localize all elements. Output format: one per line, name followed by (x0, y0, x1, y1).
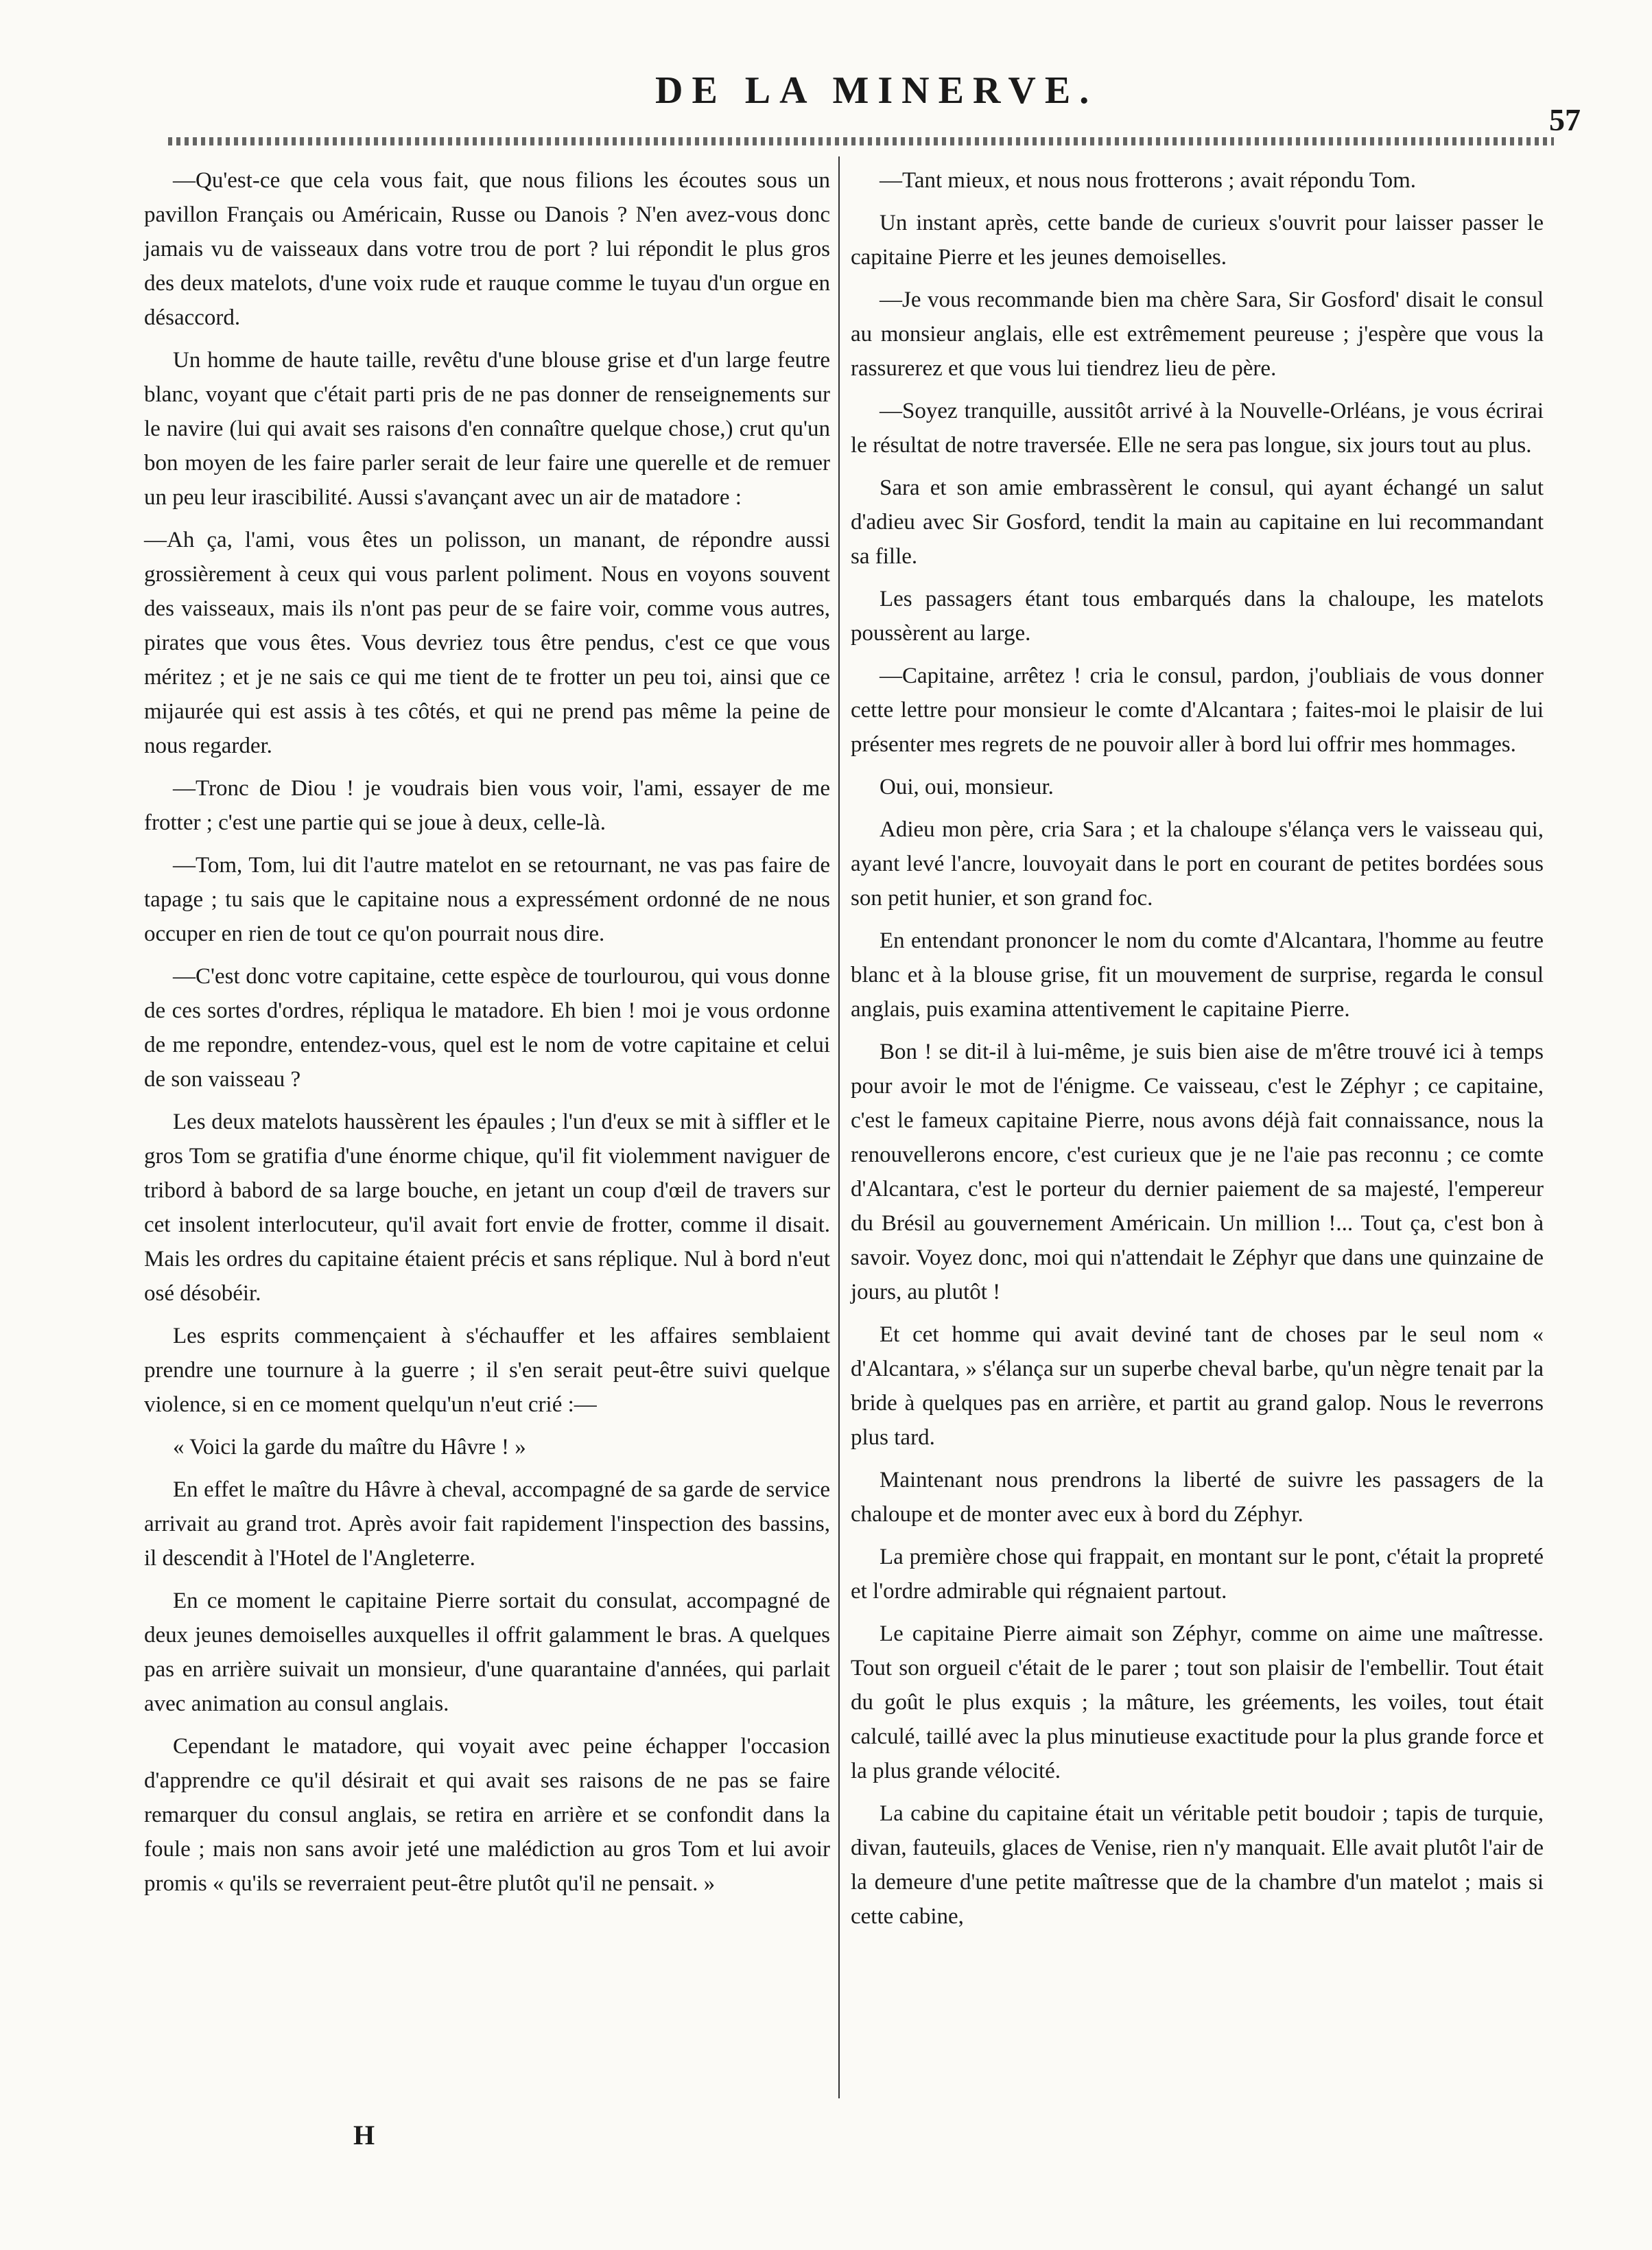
paragraph: —Ah ça, l'ami, vous êtes un polisson, un manant, de répondre aussi grossièrement à ceux qui vous parlent poliment. Nous en voyons souvent des vaisseaux, mais ils n'ont pas peur de se faire voir, comme vous autres, pirates que vous êtes. Vous devriez tous être pendus, c'est ce que vous méritez ; et je ne sais ce qui me tient de te frotter un peu toi, ainsi que ce mijaurée qui est assis à tes côtés, et qui ne prend pas même la peine de nous regarder. (144, 528, 830, 758)
header-rule (168, 137, 1554, 145)
paragraph: « Voici la garde du maître du Hâvre ! » (173, 1435, 526, 1460)
paragraph: Adieu mon père, cria Sara ; et la chaloupe s'élança vers le vaisseau qui, ayant levé l'ancre, louvoyait dans le port en courant de petites bordées sous son petit hunier, et son grand foc. (851, 817, 1544, 911)
paragraph: —Tant mieux, et nous nous frotterons ; avait répondu Tom. (880, 168, 1417, 193)
signature-mark: H (353, 2120, 375, 2151)
page-number: 57 (1549, 102, 1581, 137)
paragraph: Un instant après, cette bande de curieux s'ouvrit pour laisser passer le capitaine Pierre et les jeunes demoiselles. (851, 211, 1544, 270)
running-title: DE LA MINERVE. (655, 69, 1098, 112)
paragraph: —C'est donc votre capitaine, cette espèce de tourlourou, qui vous donne de ces sortes d'ordres, répliqua le matadore. Eh bien ! moi je vous ordonne de me repondre, entendez-vous, quel est le nom de votre capitaine et celui de son vaisseau ? (144, 964, 830, 1092)
paragraph: Un homme de haute taille, revêtu d'une blouse grise et d'un large feutre blanc, voyant que c'était parti pris de ne pas donner de renseignements sur le navire (lui qui avait ses raisons d'en connaître quelque chose,) crut qu'un bon moyen de les faire parler serait de leur faire une querelle et de remuer un peu leur irascibilité. Aussi s'avançant avec un air de matadore : (144, 348, 830, 510)
column-divider (838, 156, 840, 2098)
paragraph: Maintenant nous prendrons la liberté de suivre les passagers de la chaloupe et de monter avec eux à bord du Zéphyr. (851, 1468, 1544, 1527)
paragraph: —Qu'est-ce que cela vous fait, que nous filions les écoutes sous un pavillon Français ou Américain, Russe ou Danois ? N'en avez-vous donc jamais vu de vaisseaux dans votre trou de port ? lui répondit le plus gros des deux matelots, d'une voix rude et rauque comme le tuyau d'un orgue en désaccord. (144, 168, 830, 330)
paragraph: Le capitaine Pierre aimait son Zéphyr, comme on aime une maîtresse. Tout son orgueil c'était de le parer ; tout son plaisir de l'embellir. Tout était du goût le plus exquis ; la mâture, les gréements, les voiles, tout était calculé, taillé avec la plus minutieuse exactitude pour la plus grande force et la plus grande vélocité. (851, 1621, 1544, 1783)
paragraph: En effet le maître du Hâvre à cheval, accompagné de sa garde de service arrivait au grand trot. Après avoir fait rapidement l'inspection des bassins, il descendit à l'Hotel de l'Angleterre. (144, 1477, 830, 1571)
paragraph: Cependant le matadore, qui voyait avec peine échapper l'occasion d'apprendre ce qu'il désirait et qui avait ses raisons de ne pas se faire remarquer du consul anglais, se retira en arrière et se confondit dans la foule ; mais non sans avoir jeté une malédiction au gros Tom et lui avoir promis « qu'ils se reverraient peut-être plutôt qu'il ne pensait. » (144, 1734, 830, 1896)
paragraph: Sara et son amie embrassèrent le consul, qui ayant échangé un salut d'adieu avec Sir Gosford, tendit la main au capitaine en lui recommandant sa fille. (851, 476, 1544, 569)
paragraph: Les deux matelots haussèrent les épaules ; l'un d'eux se mit à siffler et le gros Tom se gratifia d'une énorme chique, qu'il fit violemment naviguer de tribord à babord de sa large bouche, en jetant un coup d'œil de travers sur cet insolent interlocuteur, qu'il avait fort envie de frotter, comme il disait. Mais les ordres du capitaine étaient précis et sans réplique. Nul à bord n'eut osé désobéir. (144, 1110, 830, 1306)
paragraph: —Tom, Tom, lui dit l'autre matelot en se retournant, ne vas pas faire de tapage ; tu sais que le capitaine nous a expressément ordonné de ne nous occuper en rien de tout ce qu'on pourrait nous dire. (144, 853, 830, 946)
paragraph: Les esprits commençaient à s'échauffer et les affaires semblaient prendre une tournure à la guerre ; il s'en serait peut-être suivi quelque violence, si en ce moment quelqu'un n'eut crié :— (144, 1324, 830, 1417)
paragraph: Bon ! se dit-il à lui-même, je suis bien aise de m'être trouvé ici à temps pour avoir le mot de l'énigme. Ce vaisseau, c'est le Zéphyr ; ce capitaine, c'est le fameux capitaine Pierre, nous avons déjà fait connaissance, nous la renouvellerons encore, c'est curieux que je ne l'aie pas reconnu ; ce comte d'Alcantara, c'est le porteur du dernier paiement de sa majesté, l'empereur du Brésil au gouvernement Américain. Un million !... Tout ça, c'est bon à savoir. Voyez donc, moi qui n'attendait le Zéphyr que dans une quinzaine de jours, au plutôt ! (851, 1040, 1544, 1304)
right-column (851, 163, 1544, 1942)
paragraph: —Tronc de Diou ! je voudrais bien vous voir, l'ami, essayer de me frotter ; c'est une partie qui se joue à deux, celle-là. (144, 776, 830, 835)
paragraph: En entendant prononcer le nom du comte d'Alcantara, l'homme au feutre blanc et à la blouse grise, fit un mouvement de surprise, regarda le consul anglais, puis examina attentivement le capitaine Pierre. (851, 928, 1544, 1022)
paragraph: La cabine du capitaine était un véritable petit boudoir ; tapis de turquie, divan, fauteuils, glaces de Venise, rien n'y manquait. Elle avait plutôt l'air de la demeure d'une petite maîtresse que de la chambre d'un matelot ; mais si cette cabine, (851, 1801, 1544, 1929)
paragraph: En ce moment le capitaine Pierre sortait du consulat, accompagné de deux jeunes demoiselles auxquelles il offrit galamment le bras. A quelques pas en arrière suivait un monsieur, d'une quarantaine d'années, qui parlait avec animation au consul anglais. (144, 1589, 830, 1716)
paragraph: —Soyez tranquille, aussitôt arrivé à la Nouvelle-Orléans, je vous écrirai le résultat de notre traversée. Elle ne sera pas longue, six jours tout au plus. (851, 399, 1544, 458)
page-header (0, 0, 1652, 137)
paragraph: La première chose qui frappait, en montant sur le pont, c'était la propreté et l'ordre admirable qui régnaient partout. (851, 1545, 1544, 1604)
left-column (144, 163, 830, 1909)
paragraph: —Je vous recommande bien ma chère Sara, Sir Gosford' disait le consul au monsieur anglais, elle est extrêmement peureuse ; j'espère que vous la rassurerez et que vous lui tiendrez lieu de père. (851, 288, 1544, 381)
paragraph: Oui, oui, monsieur. (880, 775, 1054, 799)
paragraph: Et cet homme qui avait deviné tant de choses par le seul nom « d'Alcantara, » s'élança sur un superbe cheval barbe, qu'un nègre tenait par la bride à quelques pas en arrière, et partit au grand galop. Nous le reverrons plus tard. (851, 1322, 1544, 1450)
paragraph: —Capitaine, arrêtez ! cria le consul, pardon, j'oubliais de vous donner cette lettre pour monsieur le comte d'Alcantara ; faites-moi le plaisir de lui présenter mes regrets de ne pouvoir aller à bord lui offrir mes hommages. (851, 664, 1544, 757)
paragraph: Les passagers étant tous embarqués dans la chaloupe, les matelots poussèrent au large. (851, 587, 1544, 646)
